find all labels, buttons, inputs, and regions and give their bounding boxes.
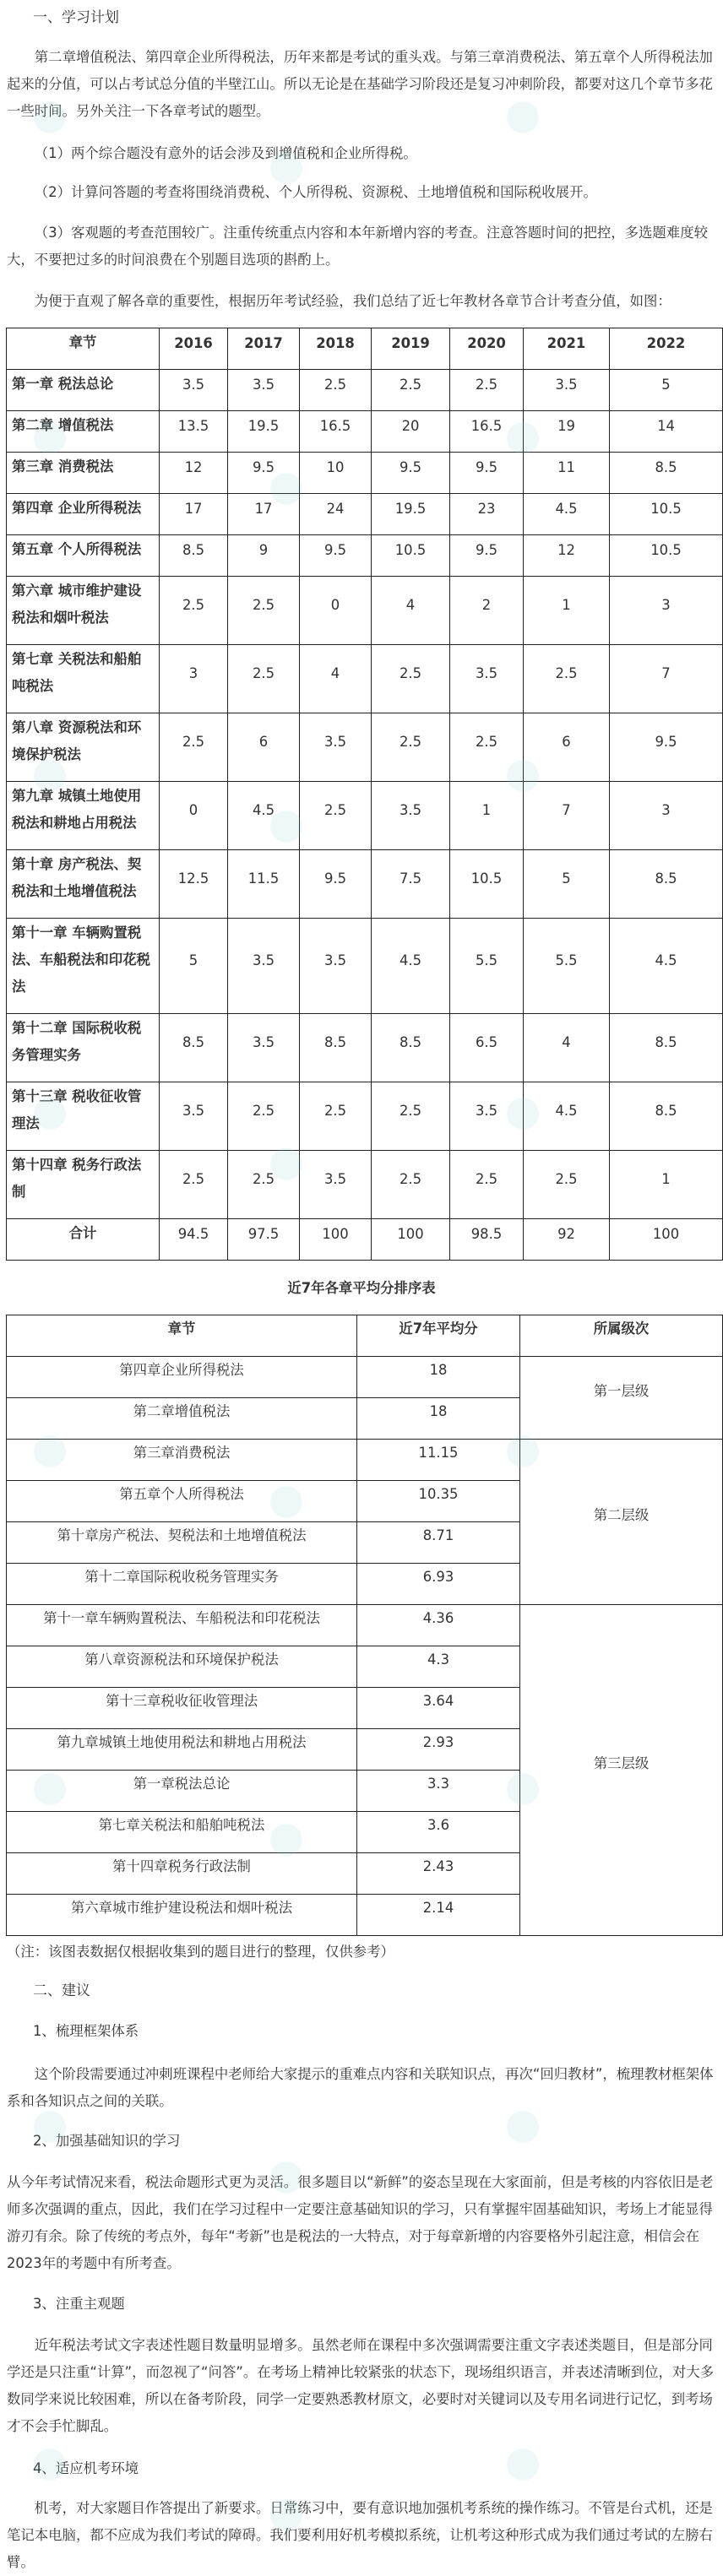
score-cell: 4.5 (524, 1082, 610, 1151)
average-score: 4.36 (357, 1605, 520, 1646)
score-cell: 8.5 (610, 453, 723, 494)
score-cell: 3.5 (228, 919, 300, 1014)
level-cell: 第三层级 (520, 1605, 723, 1936)
chapter-name: 第二章增值税法 (7, 1398, 357, 1440)
score-cell: 9.5 (228, 453, 300, 494)
score-cell: 8.5 (610, 850, 723, 919)
score-cell: 3.5 (228, 370, 300, 411)
total-cell: 100 (610, 1219, 723, 1261)
score-cell: 8.5 (610, 1014, 723, 1082)
score-cell: 2 (450, 577, 524, 645)
chapter-name: 第十一章车辆购置税法、车船税法和印花税法 (7, 1605, 357, 1646)
chapter-name: 第五章 个人所得税法 (7, 535, 160, 577)
score-cell: 2.5 (228, 645, 300, 713)
score-cell: 2.5 (228, 577, 300, 645)
score-cell: 12 (160, 453, 228, 494)
score-cell: 3.5 (372, 782, 450, 850)
score-cell: 1 (524, 577, 610, 645)
average-score: 6.93 (357, 1564, 520, 1605)
chapter-name: 第十章 房产税法、契税法和土地增值税法 (7, 850, 160, 919)
score-cell: 10.5 (372, 535, 450, 577)
score-cell: 20 (372, 411, 450, 453)
score-cell: 4.5 (372, 919, 450, 1014)
score-cell: 8.5 (372, 1014, 450, 1082)
score-cell: 9.5 (300, 850, 372, 919)
score-cell: 16.5 (450, 411, 524, 453)
score-cell: 3.5 (450, 645, 524, 713)
table-intro: 为便于直观了解各章的重要性，根据历年考试经验，我们总结了近七年教材各章节合计考查分值，如图： (34, 293, 671, 309)
chapter-name: 第七章关税法和船舶吨税法 (7, 1812, 357, 1853)
table-row (7, 1082, 723, 1151)
table-row (7, 577, 723, 645)
score-cell: 13.5 (160, 411, 228, 453)
score-cell: 2.5 (160, 713, 228, 782)
tip-1-body: 这个阶段需要通过冲刺班课程中老师给大家提示的重难点内容和关联知识点，再次“回归教材”，梳理教材框架体系和各知识点之间的关联。 (7, 2066, 714, 2109)
score-cell: 2.5 (160, 1151, 228, 1219)
average-score: 3.6 (357, 1812, 520, 1853)
chapter-name: 第七章 关税法和船舶吨税法 (7, 645, 160, 713)
tip-1-title: 1、梳理框架体系 (33, 2023, 139, 2039)
score-cell: 6.5 (450, 1014, 524, 1082)
score-cell: 2.5 (300, 370, 372, 411)
score-cell: 19 (524, 411, 610, 453)
average-score: 4.3 (357, 1646, 520, 1688)
chapter-name: 第九章 城镇土地使用税法和耕地占用税法 (7, 782, 160, 850)
chapter-name: 第一章税法总论 (7, 1771, 357, 1812)
total-cell: 92 (524, 1219, 610, 1261)
score-cell: 17 (160, 494, 228, 535)
chapter-name: 第十四章 税务行政法制 (7, 1151, 160, 1219)
score-cell: 2.5 (372, 370, 450, 411)
score-cell: 2.5 (300, 1082, 372, 1151)
score-cell: 2.5 (524, 645, 610, 713)
tip-2-body: 从今年考试情况来看，税法命题形式更为灵活。很多题目以“新鲜”的姿态呈现在大家面前，但是考核的内容依旧是老师多次强调的重点，因此，我们在学习过程中一定要注意基础知识的学习，只有掌握牢固基础知识，考场上才能显得游刃有余。除了传统的考点外，每年“考新”也是税法的一大特点，对于每章新增的内容要格外引起注意，相信会在2023年的考题中有所考查。 (7, 2174, 714, 2271)
score-cell: 11 (524, 453, 610, 494)
table-row (7, 494, 723, 535)
score-cell: 7 (524, 782, 610, 850)
score-cell: 2.5 (450, 1151, 524, 1219)
total-cell: 97.5 (228, 1219, 300, 1261)
average-score: 2.93 (357, 1729, 520, 1771)
header-cell: 近7年平均分 (357, 1315, 520, 1357)
table-row (7, 535, 723, 577)
table-row (7, 1440, 723, 1481)
header-cell: 所属级次 (520, 1315, 723, 1357)
section1-heading: 一、学习计划 (33, 9, 119, 26)
level-cell: 第二层级 (520, 1440, 723, 1605)
score-cell: 6 (524, 713, 610, 782)
header-year: 2016 (160, 328, 228, 370)
score-cell: 5 (524, 850, 610, 919)
score-cell: 3.5 (300, 919, 372, 1014)
table-row (7, 645, 723, 713)
score-cell: 0 (160, 782, 228, 850)
score-cell: 4 (372, 577, 450, 645)
tip-3-title: 3、注重主观题 (33, 2296, 125, 2312)
score-cell: 9.5 (300, 535, 372, 577)
ranking-table-title: 近7年各章平均分排序表 (287, 1280, 436, 1296)
tip-2-title: 2、加强基础知识的学习 (33, 2133, 181, 2149)
chapter-name: 第八章资源税法和环境保护税法 (7, 1646, 357, 1688)
header-chapter: 章节 (7, 328, 160, 370)
header-cell: 章节 (7, 1315, 357, 1357)
average-score: 2.43 (357, 1853, 520, 1895)
score-cell: 4.5 (524, 494, 610, 535)
score-cell: 9.5 (610, 713, 723, 782)
score-cell: 3.5 (160, 1082, 228, 1151)
score-cell: 4.5 (228, 782, 300, 850)
total-cell: 100 (300, 1219, 372, 1261)
chapter-name: 第一章 税法总论 (7, 370, 160, 411)
chapter-name: 第十四章税务行政法制 (7, 1853, 357, 1895)
score-cell: 12.5 (160, 850, 228, 919)
score-cell: 1 (450, 782, 524, 850)
score-cell: 7 (610, 645, 723, 713)
tip-3-body: 近年税法考试文字表述性题目数量明显增多。虽然老师在课程中多次强调需要注重文字表述类题目，但是部分同学还是只注重“计算”，而忽视了“问答”。在考场上精神比较紧张的状态下，现场组织语言，并表述清晰到位，对大多数同学来说比较困难，所以在备考阶段，同学一定要熟悉教材原文，必要时对关键词以及专用名词进行记忆，到考场才不会手忙脚乱。 (7, 2337, 715, 2434)
table-row (7, 411, 723, 453)
table-row (7, 1014, 723, 1082)
table-row (7, 370, 723, 411)
chapter-name: 第六章 城市维护建设税法和烟叶税法 (7, 577, 160, 645)
score-cell: 3.5 (300, 713, 372, 782)
score-cell: 17 (228, 494, 300, 535)
score-cell: 14 (610, 411, 723, 453)
total-cell: 94.5 (160, 1219, 228, 1261)
total-cell: 98.5 (450, 1219, 524, 1261)
chapter-name: 第二章 增值税法 (7, 411, 160, 453)
score-cell: 5 (160, 919, 228, 1014)
header-year: 2020 (450, 328, 524, 370)
score-cell: 4.5 (610, 919, 723, 1014)
score-cell: 10.5 (610, 494, 723, 535)
total-label: 合计 (7, 1219, 160, 1261)
table-row (7, 453, 723, 494)
average-score: 2.14 (357, 1895, 520, 1936)
score-cell: 3.5 (160, 370, 228, 411)
table-row (7, 1151, 723, 1219)
score-cell: 0 (300, 577, 372, 645)
chapter-scores-table (6, 328, 723, 1261)
score-cell: 6 (228, 713, 300, 782)
header-year: 2022 (610, 328, 723, 370)
level-cell: 第一层级 (520, 1357, 723, 1440)
score-cell: 8.5 (300, 1014, 372, 1082)
table-note: （注：该图表数据仅根据收集到的题目进行的整理，仅供参考） (7, 1944, 394, 1960)
score-cell: 19.5 (228, 411, 300, 453)
score-cell: 5.5 (524, 919, 610, 1014)
score-cell: 10 (300, 453, 372, 494)
chapter-name: 第十三章税收征收管理法 (7, 1688, 357, 1729)
score-cell: 7.5 (372, 850, 450, 919)
chapter-name: 第八章 资源税法和环境保护税法 (7, 713, 160, 782)
score-cell: 2.5 (524, 1151, 610, 1219)
chapter-name: 第十一章 车辆购置税法、车船税法和印花税法 (7, 919, 160, 1014)
chapter-name: 第六章城市维护建设税法和烟叶税法 (7, 1895, 357, 1936)
point-2: （2）计算问答题的考查将围绕消费税、个人所得税、资源税、土地增值税和国际税收展开。 (34, 184, 597, 200)
chapter-name: 第十二章 国际税收税务管理实务 (7, 1014, 160, 1082)
score-cell: 2.5 (450, 370, 524, 411)
score-cell: 4 (300, 645, 372, 713)
average-score: 8.71 (357, 1522, 520, 1564)
point-3: （3）客观题的考查范围较广。注重传统重点内容和本年新增内容的考查。注意答题时间的把控，多选题难度较大，不要把过多的时间浪费在个别题目选项的斟酌上。 (7, 225, 708, 268)
average-score: 3.3 (357, 1771, 520, 1812)
total-cell: 100 (372, 1219, 450, 1261)
total-row (7, 1219, 723, 1261)
intro-paragraph: 第二章增值税法、第四章企业所得税法，历年来都是考试的重头戏。与第三章消费税法、第五章个人所得税法加起来的分值，可以占考试总分值的半壁江山。所以无论是在基础学习阶段还是复习冲刺阶段，都要对这几个章节多花一些时间。另外关注一下各章考试的题型。 (7, 49, 713, 119)
average-score: 18 (357, 1398, 520, 1440)
score-cell: 16.5 (300, 411, 372, 453)
score-cell: 3.5 (228, 1014, 300, 1082)
chapter-name: 第三章消费税法 (7, 1440, 357, 1481)
header-year: 2018 (300, 328, 372, 370)
ranking-table (6, 1315, 723, 1936)
score-cell: 2.5 (228, 1082, 300, 1151)
score-cell: 1 (610, 1151, 723, 1219)
score-cell: 3 (610, 782, 723, 850)
tip-4-body: 机考，对大家题目作答提出了新要求。日常练习中，要有意识地加强机考系统的操作练习。不管是台式机，还是笔记本电脑，都不应成为我们考试的障碍。我们要利用好机考模拟系统，让机考这种形式成为我们通过考试的左膀右臂。 (7, 2500, 713, 2570)
score-cell: 9.5 (450, 535, 524, 577)
chapter-name: 第三章 消费税法 (7, 453, 160, 494)
chapter-name: 第四章 企业所得税法 (7, 494, 160, 535)
score-cell: 4 (524, 1014, 610, 1082)
chapter-name: 第四章企业所得税法 (7, 1357, 357, 1398)
point-1: （1）两个综合题没有意外的话会涉及到增值税和企业所得税。 (34, 145, 417, 161)
score-cell: 3.5 (450, 1082, 524, 1151)
score-cell: 8.5 (160, 535, 228, 577)
score-cell: 2.5 (372, 1082, 450, 1151)
score-cell: 2.5 (372, 713, 450, 782)
score-cell: 3.5 (524, 370, 610, 411)
header-year: 2017 (228, 328, 300, 370)
score-cell: 2.5 (372, 645, 450, 713)
score-cell: 2.5 (228, 1151, 300, 1219)
average-score: 10.35 (357, 1481, 520, 1522)
score-cell: 5 (610, 370, 723, 411)
chapter-name: 第九章城镇土地使用税法和耕地占用税法 (7, 1729, 357, 1771)
score-cell: 23 (450, 494, 524, 535)
score-cell: 9 (228, 535, 300, 577)
score-cell: 2.5 (160, 577, 228, 645)
score-cell: 12 (524, 535, 610, 577)
score-cell: 5.5 (450, 919, 524, 1014)
score-cell: 8.5 (160, 1014, 228, 1082)
score-cell: 9.5 (450, 453, 524, 494)
header-year: 2021 (524, 328, 610, 370)
chapter-name: 第十三章 税收征收管理法 (7, 1082, 160, 1151)
table-header-row (7, 1315, 723, 1357)
table-header-row (7, 328, 723, 370)
score-cell: 2.5 (450, 713, 524, 782)
chapter-name: 第五章个人所得税法 (7, 1481, 357, 1522)
table-row (7, 1357, 723, 1398)
table-row (7, 782, 723, 850)
score-cell: 2.5 (300, 782, 372, 850)
score-cell: 3.5 (300, 1151, 372, 1219)
average-score: 11.15 (357, 1440, 520, 1481)
header-year: 2019 (372, 328, 450, 370)
average-score: 3.64 (357, 1688, 520, 1729)
score-cell: 10.5 (450, 850, 524, 919)
chapter-name: 第十二章国际税收税务管理实务 (7, 1564, 357, 1605)
score-cell: 3 (610, 577, 723, 645)
chapter-name: 第十章房产税法、契税法和土地增值税法 (7, 1522, 357, 1564)
score-cell: 9.5 (372, 453, 450, 494)
section2-heading: 二、建议 (33, 1982, 90, 1999)
table-row (7, 919, 723, 1014)
score-cell: 11.5 (228, 850, 300, 919)
score-cell: 19.5 (372, 494, 450, 535)
score-cell: 2.5 (372, 1151, 450, 1219)
table-row (7, 713, 723, 782)
table-row (7, 1605, 723, 1646)
score-cell: 8.5 (610, 1082, 723, 1151)
average-score: 18 (357, 1357, 520, 1398)
tip-4-title: 4、适应机考环境 (33, 2460, 139, 2476)
score-cell: 10.5 (610, 535, 723, 577)
score-cell: 3 (160, 645, 228, 713)
score-cell: 24 (300, 494, 372, 535)
table-row (7, 850, 723, 919)
